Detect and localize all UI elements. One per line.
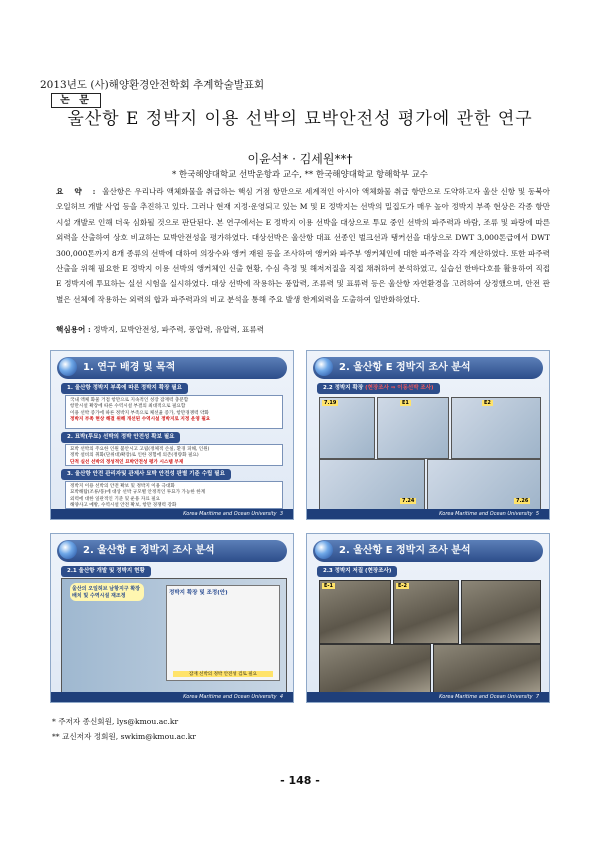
bullet-line: 외력에 대한 일관적인 기준 및 운용 자료 필요 (70, 496, 161, 502)
slide-title: 2. 울산항 E 정박지 조사 분석 (57, 540, 287, 562)
slide-seabed-sampling (306, 533, 550, 703)
slide-title: 2. 울산항 E 정박지 조사 분석 (313, 357, 543, 379)
slide-port-development (50, 533, 294, 703)
bullet-line: 묘박해탐(조류/풍)에 대상 선박 규모별 안정적인 투묘가 가능한 한계 (70, 490, 206, 496)
survey-map: 7.26 (427, 459, 541, 511)
keywords (56, 324, 264, 335)
page-number: - 148 - (280, 774, 320, 787)
slide-title: 2. 울산항 E 정박지 조사 분석 (313, 540, 543, 562)
survey-map: 7.24 (319, 459, 425, 511)
section-heading: 1. 울산항 정박지 부족에 따른 정박지 확장 필요 (61, 383, 188, 394)
plan-note: 잠재 선박의 정박 안전성 검토 필요 (173, 671, 273, 677)
keywords-label: 핵심용어 : (56, 325, 91, 334)
authors: 이윤석* · 김세원**† (247, 152, 353, 166)
port-map (61, 578, 287, 694)
section-box (65, 395, 283, 429)
slide-footer: Korea Maritime and Ocean University 3 (51, 509, 293, 519)
plan-title: 정박지 확장 및 조정(안) (169, 590, 228, 596)
highlight-line: 단적 실선 선박의 정성적인 묘박안전성 평가 시스템 부재 (70, 459, 184, 465)
abstract-label: 요 약 : (56, 187, 100, 196)
bullet-line: 정박지 이용 선박의 안전 확보 및 정박지 이용 극대화 (70, 484, 175, 489)
survey-map: 7.19 (319, 397, 375, 459)
section-heading: 3. 울산항 안전 관리자및 관제사 묘박 안전성 판별 기준 수립 필요 (61, 469, 231, 480)
paper-title: 울산항 E 정박지 이용 선박의 묘박안전성 평가에 관한 연구 (67, 109, 533, 129)
bullet-line: 항만시설 확장에 따른 수역시설 부결의 최대적으로 필요함 (70, 404, 186, 410)
abstract (56, 184, 550, 307)
slide-footer: Korea Maritime and Ocean University 7 (307, 692, 549, 702)
bullet-orb-icon (315, 358, 333, 376)
conference-title: 2013년도 (사)해양환경안전학회 추계학술발표회 (40, 79, 265, 91)
section-heading: 2.2 정박지 확장 (현장조사 ⇒ 이동선박 조사) (317, 383, 440, 394)
section-heading: 2.1 울산항 개발 및 정박지 현황 (61, 566, 151, 577)
footnote-first-author: * 주저자 종신회원, lys@kmou.ac.kr (52, 717, 179, 726)
bullet-orb-icon (59, 358, 77, 376)
seabed-photo (319, 644, 431, 694)
footnote-corresponding-author: ** 교신저자 정회원, swkim@kmou.ac.kr (52, 732, 196, 741)
slide-anchorage-survey (306, 350, 550, 520)
callout-bubble: 울산의 오일허브 남항지구 확장배치 및 수역시설 재조정 (70, 583, 144, 601)
survey-map: E1 (377, 397, 449, 459)
keywords-text: 정박지, 묘박안전성, 파주력, 풍압력, 유압력, 표류력 (93, 325, 265, 334)
bullet-line: 국내 액체 화물 거점 항만으로 지속적인 성장 잠재력 충분함 (70, 398, 189, 403)
slide-footer: Korea Maritime and Ocean University 4 (51, 692, 293, 702)
seabed-photo (461, 580, 541, 644)
highlight-line: 정박지 부족 현상 해결 위해 개선된 수역시설 정박지로 지정 운영 필요 (70, 417, 211, 423)
seabed-photo (433, 644, 541, 694)
survey-map: E2 (451, 397, 541, 459)
paper-type-tag: 논 문 (51, 93, 101, 108)
anchorage-plan-box (166, 585, 280, 681)
affiliation: * 한국해양대학교 선박운항과 교수, ** 한국해양대학교 항해학부 교수 (171, 170, 429, 180)
section-box (65, 481, 283, 509)
seabed-photo: E-1 (319, 580, 391, 644)
slide-title: 1. 연구 배경 및 목적 (57, 357, 287, 379)
section-heading: 2. 묘박(투묘) 선박의 정박 안전성 확보 필요 (61, 432, 180, 443)
slide-footer: Korea Maritime and Ocean University 5 (307, 509, 549, 519)
slide-research-background (50, 350, 294, 520)
section-box (65, 444, 283, 466)
section-heading: 2.3 정박지 저질 (현장조사) (317, 566, 397, 577)
bullet-line: 정박 설비의 취화(단위대)확장)로 인한 경험에 의존(정량화 필요) (70, 453, 199, 459)
bullet-line: 해양사고 예방, 수역시설 안전 확보, 항만 경쟁력 강화 (70, 503, 177, 509)
bullet-line: 이용 선박 증가에 따른 정박지 부족으로 체선율 증가, 항만경쟁력 약화 (70, 410, 209, 416)
bullet-orb-icon (59, 541, 77, 559)
bullet-line: 묘박 선박의 주요한 인원 불안시고 고립(정체적 손실, 환경 피해, 인원) (70, 447, 210, 452)
bullet-orb-icon (315, 541, 333, 559)
seabed-photo: E-2 (393, 580, 459, 644)
abstract-text: 울산항은 우리나라 액체화물을 취급하는 핵심 거점 항만으로 세계적인 아시아 액체화물 취급 항만으로 도약하고자 울산 신항 및 동북아오일허브 개발 사업 등을 추진하고 있다. 그러나 현재 지정·운영되고 있는 M 및 E 정박지는 선박의 밀집도가 매우 높아 정박지 부족 현상은 각종 항만시설 개발로 인해 더욱 심화될 것으로 판단된다. 본 연구에서는 E 정박지 이용 선박을 대상으로 투묘 중인 선박의 파주력과 바람, 조류 및 파랑에 따른 외력을 산출하여 상호 비교하는 묘박안전성을 평가하였다. 대상선박은 울산항 대표 선종인 벌크선과 탱커선을 대상으로 DWT 3,000톤급에서 DWT 300,000톤까지 8개 종류의 선박에 대하여 의장수와 앵커 재원 등을 조사하여 앵커와 파주부 앵커체인에 대한 파주력을 각각 계산하였다. 또한 파주력 산출을 위해 필요한 E 정박지 이용 선박의 앵커체인 신출 현황, 수심 측정 및 해저저질을 직접 채취하여 분석하였고, 실습선 한바다호를 활용하여 직접 E 정박지에 투묘하는 실선 시험을 실시하였다. 대상 선박에 작용하는 풍압력, 조류력 및 표류력 등은 울산항 자연환경을 고려하여 상정했으며, 안전 판별은 선체에 작용하는 외력의 합과 파주력과의 비교 분석을 통해 주요 발생 한계외력을 도출하여 일반화하였다. (56, 187, 551, 304)
